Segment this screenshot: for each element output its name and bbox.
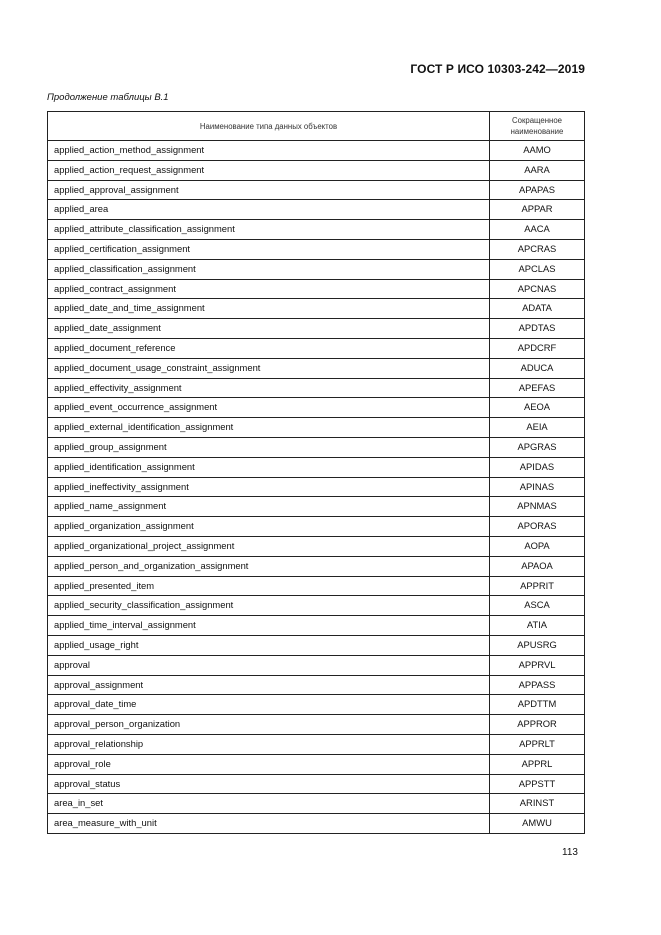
abbreviation-table [47, 111, 585, 834]
short-name: APPROR [490, 715, 585, 735]
table-row [48, 794, 585, 814]
short-name: ARINST [490, 794, 585, 814]
entity-type-name: applied_organization_assignment [48, 517, 490, 537]
entity-type-name: applied_date_and_time_assignment [48, 299, 490, 319]
entity-type-name: applied_document_usage_constraint_assignment [48, 358, 490, 378]
column-header-abbreviation: Сокращенное наименование [490, 112, 585, 141]
entity-type-name: applied_document_reference [48, 338, 490, 358]
table-row [48, 239, 585, 259]
table-row [48, 477, 585, 497]
table-row [48, 596, 585, 616]
short-name: APPAR [490, 200, 585, 220]
entity-type-name: applied_contract_assignment [48, 279, 490, 299]
entity-type-name: applied_time_interval_assignment [48, 616, 490, 636]
entity-type-name: approval_date_time [48, 695, 490, 715]
entity-type-name: applied_effectivity_assignment [48, 378, 490, 398]
entity-type-name: applied_presented_item [48, 576, 490, 596]
table-row [48, 160, 585, 180]
table-row [48, 319, 585, 339]
table-row [48, 675, 585, 695]
entity-type-name: applied_security_classification_assignment [48, 596, 490, 616]
short-name: AARA [490, 160, 585, 180]
short-name: APCLAS [490, 259, 585, 279]
entity-type-name: applied_classification_assignment [48, 259, 490, 279]
short-name: APPRL [490, 754, 585, 774]
short-name: ASCA [490, 596, 585, 616]
table-row [48, 715, 585, 735]
table-row [48, 774, 585, 794]
table-row [48, 497, 585, 517]
table-row [48, 141, 585, 161]
short-name: AEOA [490, 398, 585, 418]
table-row [48, 655, 585, 675]
short-name: APPASS [490, 675, 585, 695]
entity-type-name: applied_date_assignment [48, 319, 490, 339]
page-number: 113 [562, 847, 578, 858]
short-name: APAOA [490, 556, 585, 576]
table-row [48, 259, 585, 279]
table-row [48, 536, 585, 556]
entity-type-name: area_in_set [48, 794, 490, 814]
table-row [48, 418, 585, 438]
table-row [48, 200, 585, 220]
short-name: APCRAS [490, 239, 585, 259]
short-name: APINAS [490, 477, 585, 497]
document-header: ГОСТ Р ИСО 10303-242—2019 [410, 62, 585, 76]
short-name: ATIA [490, 616, 585, 636]
entity-type-name: applied_approval_assignment [48, 180, 490, 200]
entity-type-name: applied_name_assignment [48, 497, 490, 517]
table-row [48, 398, 585, 418]
entity-type-name: approval_status [48, 774, 490, 794]
short-name: APPRVL [490, 655, 585, 675]
table-row [48, 517, 585, 537]
short-name: APPSTT [490, 774, 585, 794]
entity-type-name: applied_ineffectivity_assignment [48, 477, 490, 497]
table-row [48, 358, 585, 378]
table-row [48, 695, 585, 715]
entity-type-name: applied_person_and_organization_assignment [48, 556, 490, 576]
short-name: APPRLT [490, 734, 585, 754]
entity-type-name: applied_group_assignment [48, 437, 490, 457]
entity-type-name: applied_certification_assignment [48, 239, 490, 259]
short-name: APCNAS [490, 279, 585, 299]
table-caption: Продолжение таблицы В.1 [47, 92, 169, 103]
table-row [48, 378, 585, 398]
short-name: APIDAS [490, 457, 585, 477]
table-body [48, 141, 585, 834]
short-name: APGRAS [490, 437, 585, 457]
table-row [48, 616, 585, 636]
short-name: AMWU [490, 814, 585, 834]
table-row [48, 814, 585, 834]
short-name: APAPAS [490, 180, 585, 200]
short-name: APDCRF [490, 338, 585, 358]
short-name: APNMAS [490, 497, 585, 517]
column-header-name: Наименование типа данных объектов [48, 112, 490, 141]
entity-type-name: applied_event_occurrence_assignment [48, 398, 490, 418]
short-name: AACA [490, 220, 585, 240]
entity-type-name: applied_action_method_assignment [48, 141, 490, 161]
short-name: AEIA [490, 418, 585, 438]
entity-type-name: applied_external_identification_assignment [48, 418, 490, 438]
short-name: APORAS [490, 517, 585, 537]
short-name: APDTTM [490, 695, 585, 715]
table-row [48, 220, 585, 240]
table-row [48, 279, 585, 299]
table-row [48, 180, 585, 200]
entity-type-name: applied_attribute_classification_assignment [48, 220, 490, 240]
table-header-row [48, 112, 585, 141]
table-row [48, 576, 585, 596]
table-row [48, 635, 585, 655]
entity-type-name: applied_organizational_project_assignment [48, 536, 490, 556]
entity-type-name: approval_assignment [48, 675, 490, 695]
short-name: APPRIT [490, 576, 585, 596]
short-name: AOPA [490, 536, 585, 556]
table-row [48, 338, 585, 358]
entity-type-name: approval_person_organization [48, 715, 490, 735]
table-row [48, 437, 585, 457]
short-name: APDTAS [490, 319, 585, 339]
entity-type-name: approval [48, 655, 490, 675]
short-name: ADUCA [490, 358, 585, 378]
entity-type-name: applied_usage_right [48, 635, 490, 655]
entity-type-name: applied_action_request_assignment [48, 160, 490, 180]
entity-type-name: area_measure_with_unit [48, 814, 490, 834]
table-row [48, 556, 585, 576]
short-name: ADATA [490, 299, 585, 319]
table-row [48, 299, 585, 319]
entity-type-name: approval_role [48, 754, 490, 774]
short-name: APEFAS [490, 378, 585, 398]
entity-type-name: applied_identification_assignment [48, 457, 490, 477]
table-row [48, 457, 585, 477]
table-row [48, 734, 585, 754]
short-name: AAMO [490, 141, 585, 161]
short-name: APUSRG [490, 635, 585, 655]
table-row [48, 754, 585, 774]
entity-type-name: approval_relationship [48, 734, 490, 754]
entity-type-name: applied_area [48, 200, 490, 220]
